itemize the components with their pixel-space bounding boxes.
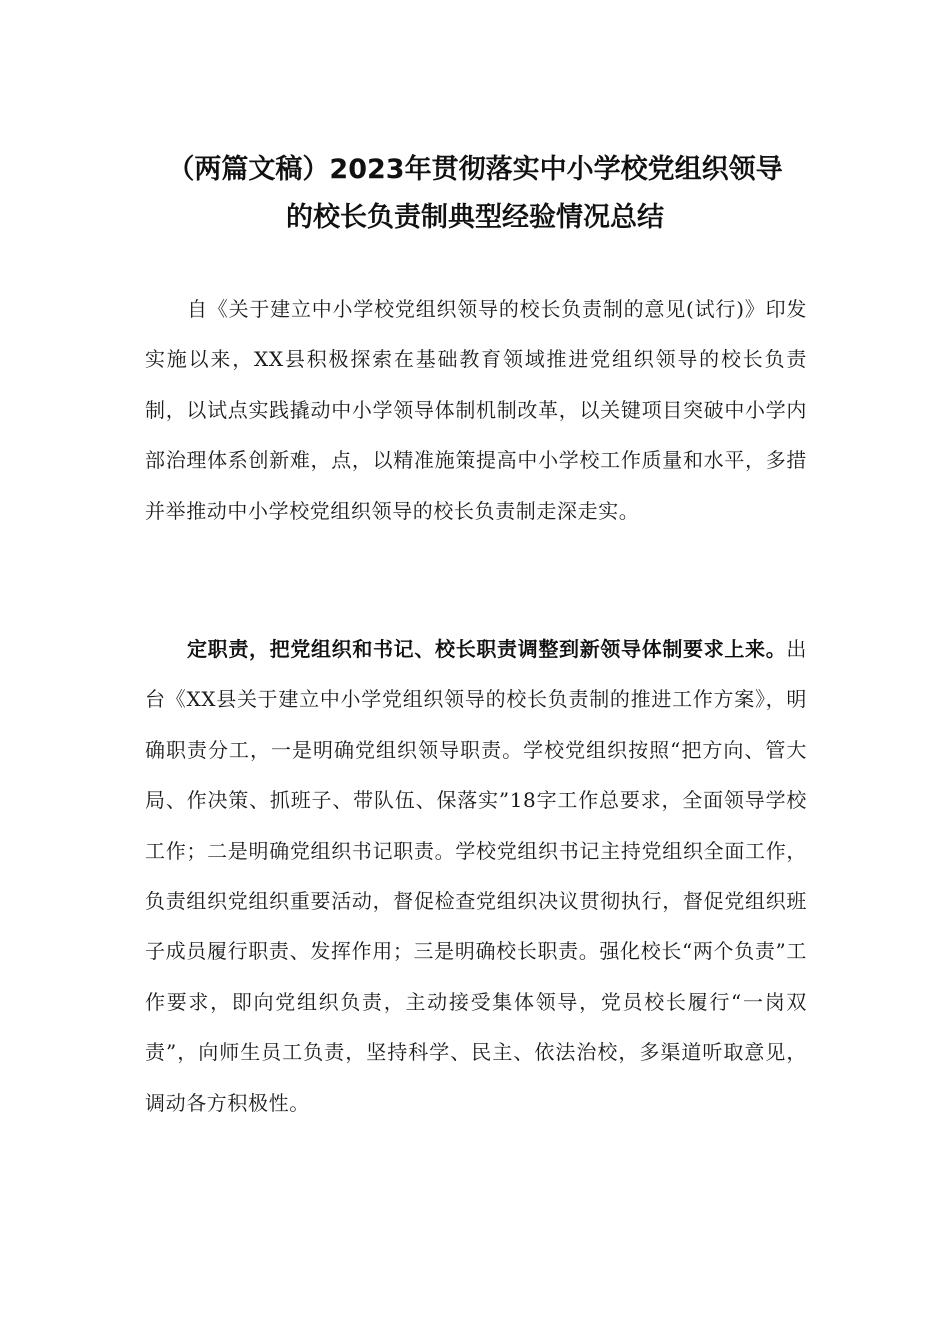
document-title (100, 146, 850, 242)
intro-paragraph (145, 284, 807, 536)
title-line-1: （两篇文稿）2023年贯彻落实中小学校党组织领导 (167, 154, 783, 186)
title-line-2: 的校长负责制典型经验情况总结 (286, 202, 664, 234)
intro-paragraph-text: 自《关于建立中小学校党组织领导的校长负责制的意见(试行)》印发实施以来，XX县积极探索在基础教育领域推进党组织领导的校长负责制，以试点实践撬动中小学领导体制机制改革，以关键项目突破中小学内部治理体系创新难，点，以精准施策提高中小学校工作质量和水平，多措并举推动中小学校党组织领导的校长负责制走深走实。 (145, 297, 807, 523)
section-1-paragraph (145, 624, 807, 1128)
section-1-body-text: 出台《XX县关于建立中小学党组织领导的校长负责制的推进工作方案》，明确职责分工，一是明确党组织领导职责。学校党组织按照“把方向、管大局、作决策、抓班子、带队伍、保落实”18字工作总要求，全面领导学校工作；二是明确党组织书记职责。学校党组织书记主持党组织全面工作，负责组织党组织重要活动，督促检查党组织决议贯彻执行，督促党组织班子成员履行职责、发挥作用；三是明确校长职责。强化校长“两个负责”工作要求，即向党组织负责，主动接受集体领导，党员校长履行“一岗双责”，向师生员工负责，坚持科学、民主、依法治校，多渠道听取意见，调动各方积极性。 (145, 637, 807, 1115)
section-1-lead-heading: 定职责，把党组织和书记、校长职责调整到新领导体制要求上来。 (187, 637, 787, 661)
